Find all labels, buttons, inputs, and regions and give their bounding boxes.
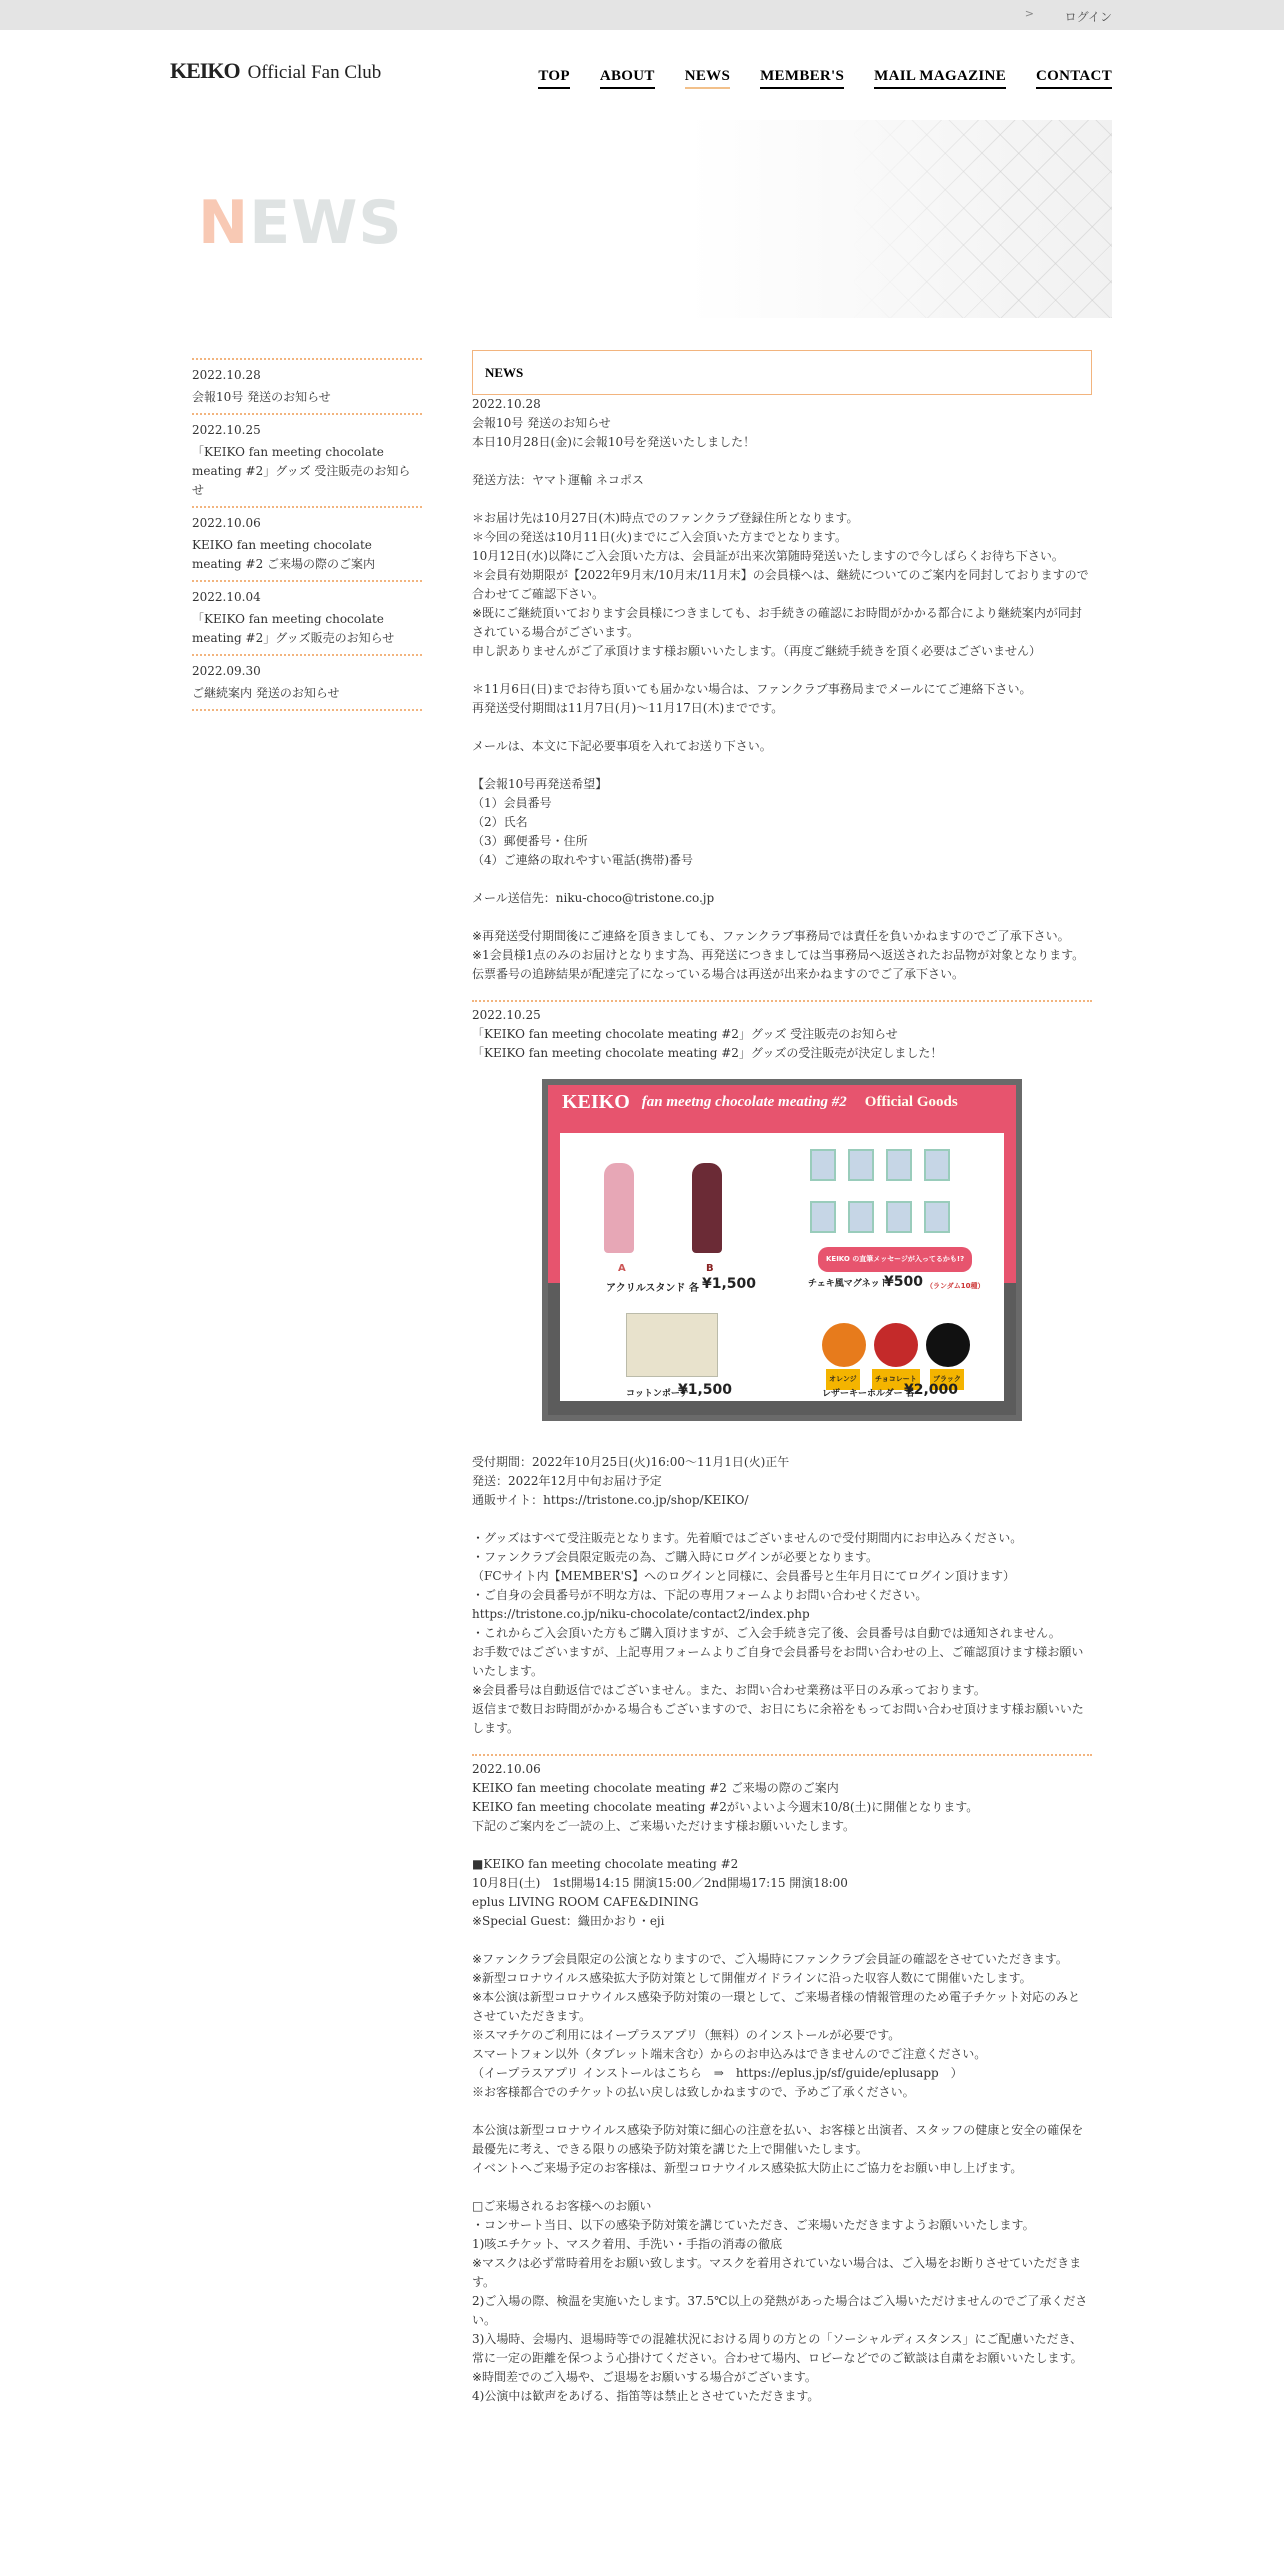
top-utility-bar — [0, 0, 1284, 30]
magnet-image — [810, 1201, 836, 1233]
article-body: KEIKO fan meeting chocolate meating #2がいよいよ今週末10/8(土)に開催となります。 下記のご案内をご一読の上、ご来場いただけます様お願いいたします。 ■KEIKO fan meeting chocolate meating #2 10月8日(土) 1st開場14:15 開演15:00／2nd開場17:15 開演18:00 eplus LIVING ROOM CAFE&DINING ※Special Guest：織田かおり・eji ※ファンクラブ会員限定の公演となりますので、ご入場時にファンクラブ会員証の確認をさせていただきます。 ※新型コロナウイルス感染拡大予防対策として開催ガイドラインに沿った収容人数にて開催いたします。 ※本公演は新型コロナウイルス感染予防対策の一環として、ご来場者様の情報管理のため電子チケット対応のみとさせていただきます。 ※スマチケのご利用にはイープラスアプリ（無料）のインストールが必要です。 スマートフォン以外（タブレット端末含む）からのお申込みはできませんのでご注意ください。 （イープラスアプリ インストールはこちら ⇒ https://eplus.jp/sf/guide/eplusapp ） ※お客様都合でのチケットの払い戻しは致しかねますので、予めご了承ください。 本公演は新型コロナウイルス感染予防対策に細心の注意を払い、お客様と出演者、スタッフの健康と安全の確保を最優先に考え、できる限りの感染予防対策を講じた上で開催いたします。 イベントへご来場予定のお客様は、新型コロナウイルス感染拡大防止にご協力をお願い申し上げます。 □ご来場されるお客様へのお願い ・コンサート当日、以下の感染予防対策を講じていただき、ご来場いただきますようお願いいたします。 1)咳エチケット、マスク着用、手洗い・手指の消毒の徹底 ※マスクは必ず常時着用をお願い致します。マスクを着用されていない場合は、ご入場をお断りさせていただきます。 2)ご入場の際、検温を実施いたします。37.5℃以上の発熱があった場合はご入場いただけませんのでご了承ください。 3)入場時、会場内、退場時等での混雑状況における周りの方との「ソーシャルディスタンス」にご配慮いただき、常に一定の距離を保つよう心掛けてください。合わせて場内、ロビーなどでのご歓談は自粛をお願いいたします。 ※時間差でのご入場や、ご退場をお願いする場合がございます。 4)公演中は歓声をあげる、指笛等は禁止とさせていただきます。 — [472, 1800, 1088, 2403]
nav-members[interactable]: MEMBER'S — [760, 68, 844, 89]
nav-top[interactable]: TOP — [538, 68, 569, 89]
sidebar-news-title[interactable]: 会報10号 発送のお知らせ — [192, 390, 331, 404]
sidebar-news-item[interactable] — [192, 580, 422, 654]
goods-label: Official Goods — [864, 1093, 958, 1110]
nav-about[interactable]: ABOUT — [600, 68, 655, 89]
magnet-image — [886, 1149, 912, 1181]
news-section-label: NEWS — [472, 350, 1092, 395]
chevron-right-icon: > — [1024, 7, 1034, 20]
keyholder-tag: ブラック — [930, 1369, 964, 1390]
nav-mail-magazine[interactable]: MAIL MAGAZINE — [874, 68, 1006, 89]
sidebar-news-item[interactable] — [192, 506, 422, 580]
article-date: 2022.10.25 — [472, 1008, 541, 1022]
magnet-note: （ランダム10種） — [926, 1282, 985, 1290]
acrylic-stand-tag-b: B — [706, 1263, 714, 1274]
article-divider — [472, 1754, 1092, 1756]
goods-event-name: fan meetng chocolate meating #2 — [641, 1093, 847, 1110]
keyholder-orange-image — [822, 1323, 866, 1367]
article-body: 本日10月28日(金)に会報10号を発送いたしました！ 発送方法：ヤマト運輸 ネコポス ＊お届け先は10月27日(木)時点でのファンクラブ登録住所となります。 ＊今回の発送は10月11日(火)までにご入会頂いた方までとなります。 10月12日(水)以降にご入会頂いた方は、会員証が出来次第随時発送いたしますので今しばらくお待ち下さい。 ＊会員有効期限が【2022年9月末/10月末/11月末】の会員様へは、継続についてのご案内を同封しておりますので合わせてご確認下さい。 ※既にご継続頂いております会員様につきましても、お手続きの確認にお時間がかかる都合により継続案内が同封されている場合がございます。 申し訳ありませんがご了承頂けます様お願いいたします。（再度ご継続手続きを頂く必要はございません） ＊11月6日(日)までお待ち頂いても届かない場合は、ファンクラブ事務局までメールにてご連絡下さい。 再発送受付期間は11月7日(月)～11月17日(木)までです。 メールは、本文に下記必要事項を入れてお送り下さい。 【会報10号再発送希望】 （1）会員番号 （2）氏名 （3）郵便番号・住所 （4）ご連絡の取れやすい電話(携帯)番号 メール送信先：niku-choco@tristone.co.jp ※再発送受付期間後にご連絡を頂きましても、ファンクラブ事務局では責任を負いかねますのでご了承下さい。 ※1会員様1点のみのお届けとなります為、再発送につきましては当事務局へ返送されたお品物が対象となります。 伝票番号の追跡結果が配達完了になっている場合は再送が出来かねますのでご了承下さい。 — [472, 435, 1089, 981]
site-logo[interactable] — [170, 58, 381, 84]
sidebar-news-date: 2022.10.28 — [192, 368, 261, 382]
cotton-pouch-name: コットンポーチ — [626, 1389, 689, 1399]
news-article — [472, 395, 1092, 984]
official-goods-image — [542, 1079, 1022, 1421]
article-title: 会報10号 発送のお知らせ — [472, 416, 611, 430]
article-title: 「KEIKO fan meeting chocolate meating #2」グッズ 受注販売のお知らせ — [472, 1027, 898, 1041]
goods-catalog — [560, 1133, 1004, 1401]
goods-header — [548, 1085, 1016, 1119]
nav-news[interactable]: NEWS — [685, 68, 730, 89]
keyholder-black-image — [926, 1323, 970, 1367]
keyholder-red-image — [874, 1323, 918, 1367]
sidebar-news-date: 2022.09.30 — [192, 664, 261, 678]
article-date: 2022.10.06 — [472, 1762, 541, 1776]
cotton-pouch-price: ¥1,500 — [678, 1382, 733, 1398]
page-title: NEWS — [198, 188, 403, 258]
news-main — [472, 350, 1092, 2406]
cotton-pouch-image — [626, 1313, 718, 1377]
site-header — [0, 30, 1284, 120]
magnet-image — [848, 1201, 874, 1233]
sidebar-news-title[interactable]: ご継続案内 発送のお知らせ — [192, 686, 340, 700]
sidebar-news-date: 2022.10.06 — [192, 516, 261, 530]
hero-pattern — [852, 120, 1112, 318]
magnet-image — [810, 1149, 836, 1181]
magnet-image — [886, 1201, 912, 1233]
goods-logo: KEIKO — [562, 1090, 630, 1113]
logo-mark: KEIKO — [170, 58, 240, 83]
magnet-image — [924, 1149, 950, 1181]
sidebar-news-item[interactable] — [192, 413, 422, 506]
sidebar-news-title[interactable]: 「KEIKO fan meeting chocolate meating #2」グッズ 受注販売のお知らせ — [192, 445, 411, 497]
hero-banner — [170, 120, 1112, 318]
article-title: KEIKO fan meeting chocolate meating #2 ご来場の際のご案内 — [472, 1781, 839, 1795]
acrylic-stand-price: ¥1,500 — [702, 1276, 757, 1292]
magnet-image — [924, 1201, 950, 1233]
news-sidebar — [192, 358, 422, 711]
sidebar-news-item[interactable] — [192, 654, 422, 711]
magnet-name: チェキ風マグネット — [808, 1279, 889, 1289]
main-nav — [538, 68, 1112, 89]
sidebar-news-date: 2022.10.25 — [192, 423, 261, 437]
article-lead: 「KEIKO fan meeting chocolate meating #2」グッズの受注販売が決定しました！ — [472, 1046, 943, 1060]
acrylic-stand-b-image — [692, 1163, 722, 1253]
keyholder-price: ¥2,000 — [904, 1382, 959, 1398]
goods-panel — [548, 1085, 1016, 1415]
sidebar-news-title[interactable]: KEIKO fan meeting chocolate meating #2 ご来場の際のご案内 — [192, 538, 376, 571]
sidebar-news-title[interactable]: 「KEIKO fan meeting chocolate meating #2」グッズ販売のお知らせ — [192, 612, 395, 645]
acrylic-stand-a-image — [604, 1163, 634, 1253]
magnet-price: ¥500 — [884, 1274, 923, 1290]
keyholder-name: レザーキーホルダー 各 — [822, 1389, 915, 1399]
acrylic-stand-name: アクリルスタンド 各 — [606, 1283, 699, 1294]
acrylic-stand-tag-a: A — [618, 1263, 626, 1274]
magnet-image — [848, 1149, 874, 1181]
keyholder-tag: オレンジ — [826, 1369, 860, 1390]
article-date: 2022.10.28 — [472, 397, 541, 411]
article-divider — [472, 1000, 1092, 1002]
magnet-badge: KEIKO の直筆メッセージが入ってるかも!? — [818, 1247, 972, 1272]
sidebar-news-item[interactable] — [192, 358, 422, 413]
keyholder-tag: チョコレート — [872, 1369, 920, 1390]
news-article — [472, 1760, 1092, 2406]
news-article — [472, 1006, 1092, 1738]
article-body: 受付期間：2022年10月25日(火)16:00～11月1日(火)正午 発送：2022年12月中旬お届け予定 通販サイト：https://tristone.co.jp/shop/KEIKO/ ・グッズはすべて受注販売となります。先着順ではございませんので受付期間内にお申込みください。 ・ファンクラブ会員限定販売の為、ご購入時にログインが必要となります。 （FCサイト内【MEMBER'S】へのログインと同様に、会員番号と生年月日にてログイン頂けます） ・ご自身の会員番号が不明な方は、下記の専用フォームよりお問い合わせください。 https://tristone.co.jp/niku-chocolate/contact2/index.php ・これからご入会頂いた方もご購入頂けますが、ご入会手続き完了後、会員番号は自動では通知されません。 お手数ではございますが、上記専用フォームよりご自身で会員番号をお問い合わせの上、ご確認頂けます様お願いいたします。 ※会員番号は自動返信ではございません。また、お問い合わせ業務は平日のみ承っております。 返信まで数日お時間がかかる場合もございますので、お日にちに余裕をもってお問い合わせ頂けます様お願いいたします。 — [472, 1455, 1084, 1735]
login-link[interactable]: ログイン — [1064, 10, 1112, 24]
logo-text: Official Fan Club — [247, 62, 382, 83]
nav-contact[interactable]: CONTACT — [1036, 68, 1112, 89]
sidebar-news-date: 2022.10.04 — [192, 590, 261, 604]
